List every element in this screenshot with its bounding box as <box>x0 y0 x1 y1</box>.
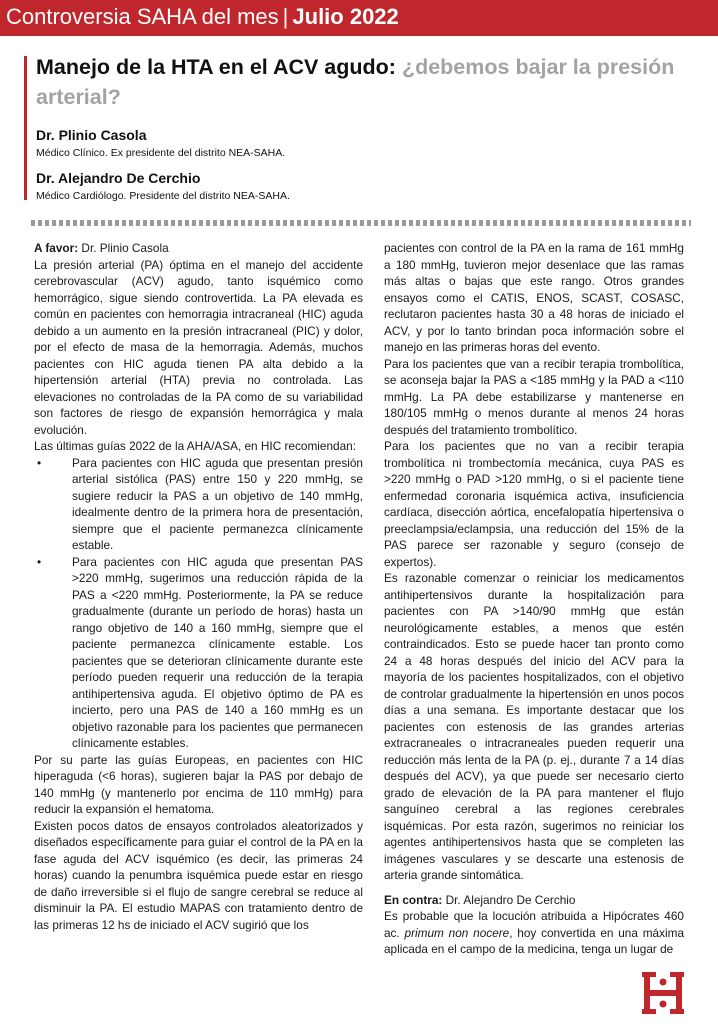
paragraph: Existen pocos datos de ensayos controlados aleatorizados y diseñados específicamente para guiar el control de la PA en la fase aguda del ACV isquémico (es decir, las primeras 24 horas) cuando la penumbra isquémica puede estar en riesgo de daño irreversible si el flujo de sangre cerebral se reduce al disminuir la PA. El estudio MAPAS con tratamiento dentro de las primeras 12 hs de iniciado el ACV sugirió que los <box>34 818 363 932</box>
favor-heading <box>34 240 363 257</box>
latin-phrase: primum non nocere <box>404 925 510 940</box>
list-item-text: Para pacientes con HIC aguda que presentan presión arterial sistólica (PAS) entre 150 y 220 mmHg, se sugiere reducir la PAS a un objetivo de 140 mmHg, idealmente dentro de la primera hora de presentación, siempre que el paciente permanezca clínicamente estable. <box>72 455 363 552</box>
favor-author: Dr. Plinio Casola <box>81 241 169 255</box>
paragraph: La presión arterial (PA) óptima en el manejo del accidente cerebrovascular (ACV) agudo, tanto isquémico como hemorrágico, sigue siendo controvertida. La PA elevada es común en pacientes con hemorragia intracraneal (HIC) aguda debido a un aumento en la presión intracraneal (PIC) y dolor, por el efecto de masa de la hemorragia. Además, muchos pacientes con HIC aguda tienen PA alta debido a la hipertensión arterial (HTA) previa no controlada. Las elevaciones no controladas de la PA como de su variabilidad son factores de riesgo de expansión hemorrágica y mala evolución. <box>34 257 363 437</box>
bullet-icon: • <box>37 455 42 470</box>
paragraph: Es razonable comenzar o reiniciar los medicamentos antihipertensivos durante la hospitalización para pacientes con PA >140/90 mmHg que están neurológicamente estables, a menos que estén contraindicados. Esto se puede hacer tan pronto como 24 a 48 horas después del inicio del ACV para la mayoría de los pacientes hospitalizados, con el objetivo de controlar gradualmente la hipertensión en unos pocos días a una semana. Es importante destacar que los pacientes con estenosis de las grandes arterias extracraneales o intracraneales pueden requerir una reducción más lenta de la PA (p. ej., durante 7 a 14 días después del ACV), ya que puede ser necesario cierto grado de elevación de la PA para mantener el flujo sanguíneo cerebral a las regiones cerebrales isquémicas. Por esta razón, sugerimos no reiniciar los agentes antihipertensivos hasta que se completen las imágenes vasculares y se descarte una estenosis de arteria grande sintomática. <box>384 571 684 882</box>
contra-heading <box>384 892 684 909</box>
header-title <box>6 3 399 31</box>
paragraph: Para los pacientes que van a recibir terapia trombolítica, se aconseja bajar la PAS a <185 mmHg y la PAD a <110 mmHg. La PA debe estabilizarse y mantenerse en 180/105 mmHg o menos durante al menos 24 horas después del tratamiento trombolítico. <box>384 356 684 437</box>
list-item <box>34 455 363 554</box>
section-name: Controversia SAHA del mes <box>6 4 279 29</box>
dashed-divider <box>31 220 691 226</box>
paragraph: Por su parte las guías Europeas, en pacientes con HIC hiperaguda (<6 horas), sugieren bajar la PAS por debajo de 140 mmHg (y mantenerlo por encima de 110 mmHg) para reducir la expansión el hematoma. <box>34 752 363 816</box>
article-title <box>36 52 686 112</box>
accent-bar <box>24 56 27 200</box>
favor-label: A favor: <box>34 241 79 255</box>
contra-text-end: , hoy convertida en una máxima aplicada en el campo de la medicina, tenga un lugar de <box>384 925 684 956</box>
author-name: Dr. Plinio Casola <box>36 127 147 143</box>
author-name: Dr. Alejandro De Cerchio <box>36 170 201 186</box>
contra-label: En contra: <box>384 892 443 907</box>
author-affiliation: Médico Clínico. Ex presidente del distrito NEA-SAHA. <box>36 147 286 159</box>
contra-author: Dr. Alejandro De Cerchio <box>445 892 576 907</box>
paragraph <box>384 908 684 958</box>
list-item <box>34 554 363 752</box>
header-separator: | <box>282 4 289 29</box>
issue-date: Julio 2022 <box>292 4 399 29</box>
paragraph: Las últimas guías 2022 de la AHA/ASA, en HIC recomiendan: <box>34 439 356 453</box>
right-column <box>384 240 684 958</box>
bullet-icon: • <box>37 554 42 569</box>
paragraph: pacientes con control de la PA en la rama de 161 mmHg a 180 mmHg, tuvieron mejor desenlace que las ramas más altas o bajas que este rango. Otros grandes ensayos como el CATIS, ENOS, SCAST, COSASC, reclutaron pacientes hasta 30 a 48 horas de iniciado el ACV, y por lo tanto brindan poca información sobre el manejo en las primeras horas del evento. <box>384 241 684 354</box>
spacer <box>384 884 684 892</box>
title-question: ¿debemos bajar la presión arterial? <box>36 55 675 109</box>
title-main: Manejo de la HTA en el ACV agudo: <box>36 55 396 79</box>
author-affiliation: Médico Cardiólogo. Presidente del distrito NEA-SAHA. <box>36 190 290 202</box>
saha-logo-icon <box>642 968 694 1020</box>
paragraph: Para los pacientes que no van a recibir terapia trombolítica ni trombectomía mecánica, cuya PAS es >220 mmHg o PAD >120 mmHg, o si el paciente tiene enfermedad coronaria isquémica activa, insuficiencia cardíaca, disección aórtica, encefalopatía hipertensiva o preeclampsia/eclampsia, una reducción del 15% de la PAS parece ser razonable y seguro (consejo de expertos). <box>384 439 684 569</box>
recommendation-list <box>34 455 363 752</box>
list-item-text: Para pacientes con HIC aguda que presentan PAS >220 mmHg, sugerimos una reducción rápida de la PAS a <220 mmHg. Posteriormente, la PA se reduce gradualmente (durante un período de horas) hasta un rango objetivo de 140 a 160 mmHg, siempre que el paciente permanezca clínicamente estable. Los pacientes que se deterioran clínicamente durante este período pueden requerir una reducción de la terapia antihipertensiva aguda. El objetivo óptimo de PA es incierto, pero una PAS de 140 a 160 mmHg es un objetivo razonable para los pacientes que permanecen clínicamente estables. <box>72 554 363 750</box>
contra-text-start: Es probable que la locución atribuida a Hipócrates 460 ac. <box>384 909 684 940</box>
left-column <box>34 240 363 933</box>
